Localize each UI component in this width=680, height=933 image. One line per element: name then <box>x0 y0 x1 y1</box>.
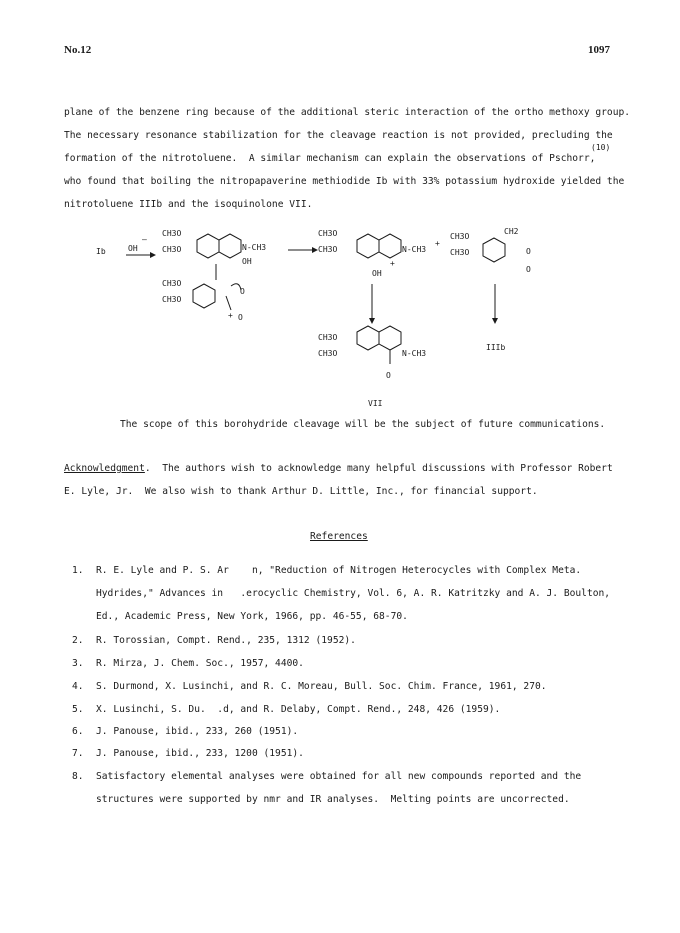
reference-line: R. Torossian, Compt. Rend., 235, 1312 (1952). <box>96 635 356 646</box>
paragraph-line: plane of the benzene ring because of the additional steric interaction of the ortho methoxy group. <box>64 107 631 118</box>
reference-line: R. Mirza, J. Chem. Soc., 1957, 4400. <box>96 658 304 669</box>
references-title: References <box>310 531 368 542</box>
acknowledgment-heading: Acknowledgment <box>64 463 145 474</box>
methoxy-label: CH3O <box>318 245 338 254</box>
charge-plus: + <box>390 259 395 268</box>
n-methyl-label: N-CH3 <box>402 245 427 254</box>
page-number: 1097 <box>588 44 610 56</box>
hydroxy-label: OH <box>372 269 382 278</box>
nitro-oxygen-label: O <box>526 247 531 256</box>
n-methyl-label: N-CH3 <box>242 243 267 252</box>
methoxy-label: CH3O <box>318 349 338 358</box>
reference-line: Hydrides," Advances in .erocyclic Chemistry, Vol. 6, A. R. Katritzky and A. J. Boulton, <box>96 588 611 599</box>
paragraph-line: nitrotoluene IIIb and the isoquinolone VII. <box>64 199 313 210</box>
reference-line: S. Durmond, X. Lusinchi, and R. C. Moreau, Bull. Soc. Chim. France, 1961, 270. <box>96 681 547 692</box>
acknowledgment-line: E. Lyle, Jr. We also wish to thank Arthur D. Little, Inc., for financial support. <box>64 486 538 497</box>
methoxy-label: CH3O <box>450 232 470 241</box>
nitro-oxygen-label: O <box>526 265 531 274</box>
paragraph-line: The necessary resonance stabilization for the cleavage reaction is not provided, precluding the <box>64 130 613 141</box>
paragraph-line: who found that boiling the nitropapaverine methiodide Ib with 33% potassium hydroxide yielded the <box>64 176 625 187</box>
reference-line: R. E. Lyle and P. S. Ar n, "Reduction of Nitrogen Heterocycles with Complex Meta. <box>96 565 582 576</box>
acknowledgment-text: . The authors wish to acknowledge many helpful discussions with Professor Robert <box>144 463 613 474</box>
methylene-label: CH2 <box>504 227 519 236</box>
methoxy-label: CH3O <box>162 279 182 288</box>
product-iiib-label: IIIb <box>486 343 506 352</box>
journal-issue: No.12 <box>64 44 92 56</box>
reference-line: X. Lusinchi, S. Du. .d, and R. Delaby, Compt. Rend., 248, 426 (1959). <box>96 704 501 715</box>
methoxy-label: CH3O <box>162 245 182 254</box>
reaction-scheme <box>90 214 620 414</box>
reference-number: 7. <box>72 748 84 759</box>
reference-line: Ed., Academic Press, New York, 1966, pp. 46-55, 68-70. <box>96 611 408 622</box>
reference-number: 2. <box>72 635 84 646</box>
hydroxy-label: OH <box>242 257 252 266</box>
carbonyl-oxygen-label: O <box>386 371 391 380</box>
methoxy-label: CH3O <box>162 295 182 304</box>
methoxy-label: CH3O <box>162 229 182 238</box>
reference-line: Satisfactory elemental analyses were obtained for all new compounds reported and the <box>96 771 582 782</box>
charge-plus: + <box>435 239 440 248</box>
reagent-label: OH <box>128 244 138 253</box>
product-vii-label: VII <box>368 399 383 408</box>
reference-number: 6. <box>72 726 84 737</box>
nitro-oxygen-label: O <box>240 287 245 296</box>
reference-number: 5. <box>72 704 84 715</box>
closing-sentence: The scope of this borohydride cleavage will be the subject of future communications. <box>120 419 606 430</box>
paragraph-line: formation of the nitrotoluene. A similar mechanism can explain the observations of Pschorr, <box>64 153 596 164</box>
charge-plus: + <box>228 311 233 320</box>
nitro-oxygen-label: O <box>238 313 243 322</box>
reference-number: 3. <box>72 658 84 669</box>
methoxy-label: CH3O <box>318 229 338 238</box>
superscript-reference: (10) <box>591 143 611 152</box>
start-compound-label: Ib <box>96 247 106 256</box>
n-methyl-label: N-CH3 <box>402 349 427 358</box>
reference-number: 4. <box>72 681 84 692</box>
reagent-charge: – <box>142 235 147 244</box>
reference-line: structures were supported by nmr and IR analyses. Melting points are uncorrected. <box>96 794 570 805</box>
reference-number: 1. <box>72 565 84 576</box>
reference-number: 8. <box>72 771 84 782</box>
reference-line: J. Panouse, ibid., 233, 1200 (1951). <box>96 748 304 759</box>
reference-line: J. Panouse, ibid., 233, 260 (1951). <box>96 726 299 737</box>
methoxy-label: CH3O <box>318 333 338 342</box>
acknowledgment-line <box>64 463 613 474</box>
methoxy-label: CH3O <box>450 248 470 257</box>
